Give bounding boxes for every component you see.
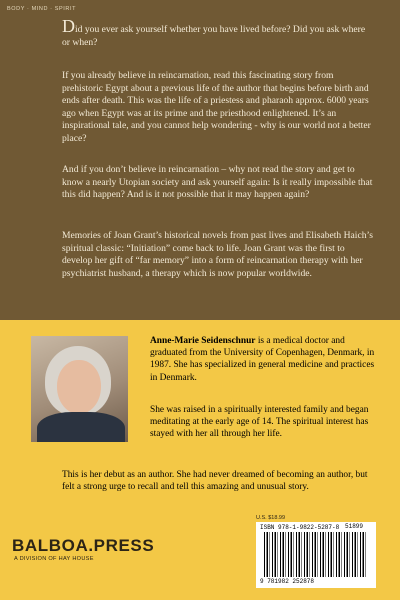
author-bio-paragraph-1-text: is a medical doctor and graduated from the University of Copenhagen, Denmark, in 1987. She has specialized in general medicine and practices in Denmark.: [150, 336, 375, 383]
price-label: U.S. $18.99: [256, 515, 286, 521]
blurb-paragraph-3: And if you don’t believe in reincarnation – why not read the story and get to know a nearly Utopian society and ask yourself again: Is it really impossible that this did happen? And is it not possible that it may happen again?: [62, 164, 373, 201]
barcode-digits: 9 781982 252878: [260, 578, 315, 585]
author-photo-face: [57, 360, 101, 414]
author-bio-paragraph-3: This is her debut as an author. She had never dreamed of becoming an author, but felt a strong urge to recall and tell this amazing and unusual story.: [62, 470, 368, 493]
author-photo: [31, 336, 128, 442]
author-bio-paragraph-2: She was raised in a spiritually interested family and began meditating at the early age of 14. The spiritual interest has stayed with her all through her life.: [150, 405, 369, 440]
blurb-paragraph-1: [62, 16, 374, 49]
blurb-paragraph-1-text: id you ever ask yourself whether you have lived before? Did you ask where or when?: [62, 24, 366, 48]
isbn-number: ISBN 978-1-9822-5287-8: [260, 524, 340, 531]
drop-cap: D: [62, 16, 75, 36]
barcode-bars: [264, 532, 368, 577]
publisher-logo: BALBOA.PRESS: [12, 536, 155, 555]
isbn-barcode: [256, 522, 376, 588]
category-label: BODY · MIND · SPIRIT: [7, 6, 77, 12]
blurb-paragraph-2: If you already believe in reincarnation, read this fascinating story from prehistoric Egypt about a previous life of the author that begins before birth and ends after death. This was the life of a priestess and pharaoh approx. 6000 years ago when Egypt was at its prime and the priesthood enlightened. It’s an inspirational tale, and you cannot help wondering - why is our world not a better place?: [62, 70, 371, 144]
barcode-supplement: 51899: [345, 523, 364, 530]
author-bio-paragraph-1: [150, 335, 380, 384]
author-name: Anne-Marie Seidenschnur: [150, 336, 256, 346]
author-photo-shoulders: [37, 412, 125, 442]
publisher-subtitle: A DIVISION OF HAY HOUSE: [14, 556, 94, 562]
blurb-paragraph-4: Memories of Joan Grant’s historical novels from past lives and Elisabeth Haich’s spiritual classic: “Initiation” come back to life. Joan Grant was the first to develop her gift of “far memory” into a form of reincarnation therapy with her psychiatrist husband, a therapy which is now popular worldwide.: [62, 230, 373, 279]
